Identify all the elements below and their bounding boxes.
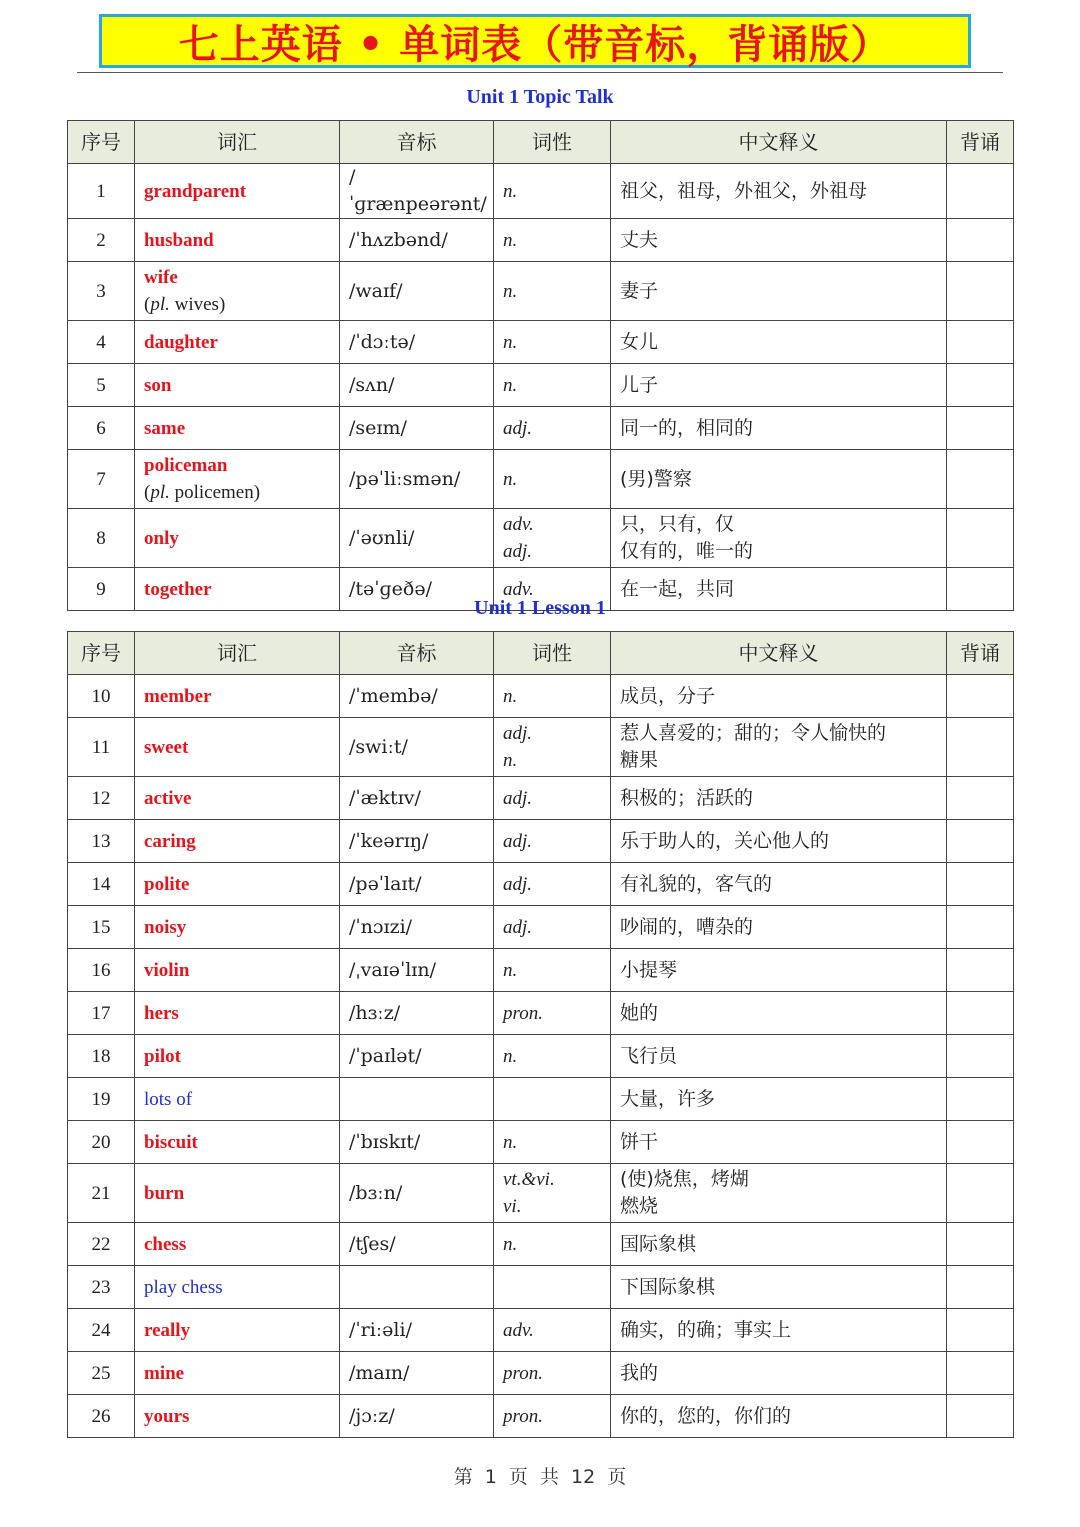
meaning-cell [611,164,947,219]
table-row [68,718,1014,777]
word-cell [135,1078,340,1121]
phonetic: /ˈkeərɪŋ/ [340,820,494,863]
table-row [68,164,1014,219]
chinese-meaning: 燃烧 [620,1195,659,1217]
recite-cell[interactable] [947,1395,1014,1438]
recite-cell[interactable] [947,949,1014,992]
recite-cell[interactable] [947,1352,1014,1395]
row-number: 18 [68,1035,135,1078]
chinese-meaning: 在一起，共同 [620,577,735,600]
chinese-meaning: 飞行员 [620,1044,678,1067]
part-of-speech: pron. [503,1002,543,1024]
chinese-meaning: 积极的；活跃的 [620,786,754,809]
word-cell [135,509,340,568]
meaning-cell [611,364,947,407]
phonetic: /sʌn/ [340,364,494,407]
meaning-cell [611,906,947,949]
part-of-speech: adj. [503,916,533,938]
word-cell [135,1352,340,1395]
phonetic: /ˈəʊnli/ [340,509,494,568]
part-of-speech-cell [494,262,611,321]
column-header-recite: 背诵 [947,121,1014,164]
chinese-meaning: 下国际象棋 [620,1275,716,1298]
word-cell [135,949,340,992]
table-row [68,949,1014,992]
part-of-speech: pron. [503,1362,543,1384]
row-number: 14 [68,863,135,906]
table-row [68,262,1014,321]
part-of-speech-cell [494,219,611,262]
vocab-word: husband [144,229,214,251]
part-of-speech-cell [494,509,611,568]
chinese-meaning: 糖果 [620,749,659,771]
recite-cell[interactable] [947,777,1014,820]
recite-cell[interactable] [947,1164,1014,1223]
row-number: 10 [68,675,135,718]
recite-cell[interactable] [947,321,1014,364]
phonetic: /təˈɡeðə/ [340,568,494,611]
part-of-speech: adj. [503,417,533,439]
phonetic: /ˈbɪskɪt/ [340,1121,494,1164]
recite-cell[interactable] [947,1078,1014,1121]
column-header-number: 序号 [68,121,135,164]
chinese-meaning: 她的 [620,1001,659,1024]
recite-cell[interactable] [947,906,1014,949]
meaning-cell [611,1309,947,1352]
vocab-word: son [144,374,172,396]
chinese-meaning: 国际象棋 [620,1232,697,1255]
recite-cell[interactable] [947,364,1014,407]
chinese-meaning: (使)烧焦，烤煳 [620,1168,749,1190]
meaning-cell [611,1266,947,1309]
phonetic: /ˈɡrænpeərənt/ [340,164,494,219]
phonetic: /ˈdɔːtə/ [340,321,494,364]
chinese-meaning: 丈夫 [620,228,659,251]
phonetic: /ˈmembə/ [340,675,494,718]
word-cell [135,820,340,863]
vocab-word: hers [144,1002,179,1024]
recite-cell[interactable] [947,219,1014,262]
row-number: 2 [68,219,135,262]
vocab-word: grandparent [144,180,247,202]
part-of-speech: n. [503,331,518,353]
part-of-speech: adj. [503,830,533,852]
part-of-speech: n. [503,280,518,302]
part-of-speech-cell [494,675,611,718]
recite-cell[interactable] [947,509,1014,568]
table-row [68,1266,1014,1309]
row-number: 22 [68,1223,135,1266]
table-row [68,509,1014,568]
table-header-row [68,121,1014,164]
word-cell [135,906,340,949]
part-of-speech-cell [494,364,611,407]
plural-word: policemen [174,482,254,503]
word-cell [135,718,340,777]
phonetic [340,1266,494,1309]
word-cell [135,992,340,1035]
vocab-word: chess [144,1233,187,1255]
row-number: 13 [68,820,135,863]
vocab-word: polite [144,873,190,895]
word-cell [135,1309,340,1352]
table-row [68,777,1014,820]
row-number: 20 [68,1121,135,1164]
recite-cell[interactable] [947,718,1014,777]
meaning-cell [611,1352,947,1395]
recite-cell[interactable] [947,262,1014,321]
plural-label: pl. [150,482,170,503]
vocab-table-topic-talk [67,120,1014,611]
chinese-meaning: 成员，分子 [620,684,716,707]
vocab-word: biscuit [144,1131,198,1153]
meaning-cell [611,321,947,364]
column-header-part-of-speech: 词性 [494,121,611,164]
chinese-meaning: 大量，许多 [620,1087,716,1110]
part-of-speech-cell [494,992,611,1035]
chinese-meaning: 儿子 [620,373,659,396]
table-row [68,321,1014,364]
table-row [68,407,1014,450]
table-row [68,1352,1014,1395]
vocab-word: pilot [144,1045,181,1067]
word-cell [135,777,340,820]
phonetic: /ˈæktɪv/ [340,777,494,820]
word-cell [135,863,340,906]
part-of-speech: n. [503,374,518,396]
chinese-meaning: 吵闹的，嘈杂的 [620,915,754,938]
table-row [68,364,1014,407]
vocab-word: really [144,1319,191,1341]
row-number: 11 [68,718,135,777]
row-number: 23 [68,1266,135,1309]
meaning-cell [611,262,947,321]
row-number: 5 [68,364,135,407]
plural-label: pl. [150,294,170,315]
part-of-speech: adv. [503,514,534,535]
part-of-speech-cell [494,1121,611,1164]
row-number: 26 [68,1395,135,1438]
vocab-word: yours [144,1405,190,1427]
phonetic: /jɔːz/ [340,1395,494,1438]
chinese-meaning: 饼干 [620,1130,659,1153]
row-number: 25 [68,1352,135,1395]
table-row [68,1078,1014,1121]
part-of-speech: adj. [503,787,533,809]
recite-cell[interactable] [947,407,1014,450]
part-of-speech: n. [503,1131,518,1153]
part-of-speech: n. [503,468,518,490]
table-row [68,1164,1014,1223]
recite-cell[interactable] [947,1035,1014,1078]
row-number: 16 [68,949,135,992]
row-number: 3 [68,262,135,321]
meaning-cell [611,1223,947,1266]
row-number: 4 [68,321,135,364]
word-cell [135,164,340,219]
row-number: 7 [68,450,135,509]
meaning-cell [611,992,947,1035]
meaning-cell [611,1078,947,1121]
page-title: 七上英语 • 单词表（带音标，背诵版） [178,21,892,68]
part-of-speech: n. [503,1233,518,1255]
part-of-speech: vt.&vi. [503,1169,555,1190]
table-row [68,219,1014,262]
table-body [68,675,1014,1438]
word-cell [135,450,340,509]
word-cell [135,262,340,321]
phonetic: /maɪn/ [340,1352,494,1395]
part-of-speech: adj. [503,873,533,895]
phonetic: /ˈpaɪlət/ [340,1035,494,1078]
row-number: 9 [68,568,135,611]
phonetic [340,1078,494,1121]
table-row [68,1395,1014,1438]
phonetic: /waɪf/ [340,262,494,321]
part-of-speech-cell [494,718,611,777]
table-row [68,1121,1014,1164]
plural-form: (pl. wives) [144,294,226,315]
table-row [68,1035,1014,1078]
part-of-speech-cell [494,863,611,906]
meaning-cell [611,1164,947,1223]
column-header-phonetic: 音标 [340,121,494,164]
chinese-meaning: 你的，您的，你们的 [620,1404,792,1427]
meaning-cell [611,820,947,863]
part-of-speech-cell [494,450,611,509]
chinese-meaning: 小提琴 [620,958,678,981]
vocab-word: sweet [144,736,189,758]
recite-cell[interactable] [947,992,1014,1035]
row-number: 21 [68,1164,135,1223]
part-of-speech-cell [494,1266,611,1309]
recite-cell[interactable] [947,820,1014,863]
plural-word: wives [174,294,219,315]
row-number: 24 [68,1309,135,1352]
part-of-speech-cell [494,906,611,949]
section-heading-topic-talk: Unit 1 Topic Talk [466,86,614,108]
part-of-speech: pron. [503,1405,543,1427]
chinese-meaning: 祖父，祖母，外祖父，外祖母 [620,179,868,202]
phonetic: /seɪm/ [340,407,494,450]
phonetic: /swiːt/ [340,718,494,777]
part-of-speech-cell [494,1223,611,1266]
vocab-word: wife [144,267,178,288]
vocab-word: caring [144,830,196,852]
part-of-speech-cell [494,1352,611,1395]
column-header-meaning: 中文释义 [611,121,947,164]
vocab-word: violin [144,959,190,981]
table-body [68,164,1014,611]
word-cell [135,1164,340,1223]
part-of-speech: n. [503,1045,518,1067]
table-row [68,820,1014,863]
table-row [68,906,1014,949]
table-row [68,863,1014,906]
row-number: 15 [68,906,135,949]
chinese-meaning: (男)警察 [620,467,692,490]
phonetic: /pəˈliːsmən/ [340,450,494,509]
column-header-recite: 背诵 [947,632,1014,675]
chinese-meaning: 我的 [620,1361,659,1384]
phonetic: /ˌvaɪəˈlɪn/ [340,949,494,992]
column-header-word: 词汇 [135,632,340,675]
column-header-number: 序号 [68,632,135,675]
title-divider [77,72,1003,73]
recite-cell[interactable] [947,1309,1014,1352]
table-row [68,1309,1014,1352]
part-of-speech: adj. [503,541,533,562]
row-number: 17 [68,992,135,1035]
word-cell [135,1223,340,1266]
part-of-speech-cell [494,407,611,450]
meaning-cell [611,718,947,777]
part-of-speech: adv. [503,578,534,600]
word-cell [135,407,340,450]
part-of-speech-cell [494,1395,611,1438]
meaning-cell [611,407,947,450]
part-of-speech-cell [494,820,611,863]
part-of-speech-cell [494,1164,611,1223]
chinese-meaning: 仅有的，唯一的 [620,540,754,562]
part-of-speech: adv. [503,1319,534,1341]
part-of-speech-cell [494,1078,611,1121]
word-cell [135,364,340,407]
part-of-speech-cell [494,777,611,820]
recite-cell[interactable] [947,1121,1014,1164]
phonetic: /tʃes/ [340,1223,494,1266]
row-number: 6 [68,407,135,450]
phonetic: /hɜːz/ [340,992,494,1035]
word-cell [135,1266,340,1309]
word-cell [135,1395,340,1438]
meaning-cell [611,777,947,820]
column-header-part-of-speech: 词性 [494,632,611,675]
section-heading-lesson-1: Unit 1 Lesson 1 [474,597,606,619]
recite-cell[interactable] [947,1223,1014,1266]
part-of-speech-cell [494,321,611,364]
table-row [68,450,1014,509]
phonetic: /ˈriːəli/ [340,1309,494,1352]
column-header-meaning: 中文释义 [611,632,947,675]
meaning-cell [611,219,947,262]
word-cell [135,675,340,718]
meaning-cell [611,949,947,992]
chinese-meaning: 妻子 [620,279,659,302]
chinese-meaning: 只，只有，仅 [620,513,735,535]
vocab-word: only [144,527,179,549]
plural-form: (pl. policemen) [144,482,261,503]
vocab-word: play chess [144,1276,223,1298]
phonetic: /ˈhʌzbənd/ [340,219,494,262]
part-of-speech: n. [503,180,518,202]
meaning-cell [611,863,947,906]
part-of-speech: n. [503,229,518,251]
part-of-speech: n. [503,685,518,707]
part-of-speech-cell [494,1309,611,1352]
vocab-word: mine [144,1362,185,1384]
vocab-word: same [144,417,186,439]
phonetic: /ˈnɔɪzi/ [340,906,494,949]
column-header-phonetic: 音标 [340,632,494,675]
recite-cell[interactable] [947,164,1014,219]
part-of-speech-cell [494,949,611,992]
row-number: 1 [68,164,135,219]
recite-cell[interactable] [947,450,1014,509]
part-of-speech-cell [494,1035,611,1078]
column-header-word: 词汇 [135,121,340,164]
chinese-meaning: 乐于助人的，关心他人的 [620,829,830,852]
table-row [68,1223,1014,1266]
chinese-meaning: 惹人喜爱的；甜的；令人愉快的 [620,722,887,744]
row-number: 12 [68,777,135,820]
word-cell [135,1035,340,1078]
vocab-word: noisy [144,916,187,938]
chinese-meaning: 女儿 [620,330,659,353]
vocab-word: policeman [144,455,228,476]
meaning-cell [611,1121,947,1164]
chinese-meaning: 有礼貌的，客气的 [620,872,773,895]
word-cell [135,1121,340,1164]
page-number: 第 1 页 共 12 页 [453,1466,627,1488]
row-number: 8 [68,509,135,568]
table-row [68,992,1014,1035]
table-row [68,675,1014,718]
phonetic: /pəˈlaɪt/ [340,863,494,906]
recite-cell[interactable] [947,1266,1014,1309]
part-of-speech: n. [503,959,518,981]
page-title-banner [99,14,971,68]
vocab-word: together [144,578,212,600]
word-cell [135,321,340,364]
meaning-cell [611,675,947,718]
phonetic: /bɜːn/ [340,1164,494,1223]
vocab-word: active [144,787,192,809]
recite-cell[interactable] [947,863,1014,906]
table-header-row [68,632,1014,675]
recite-cell[interactable] [947,675,1014,718]
vocab-word: burn [144,1182,185,1204]
meaning-cell [611,450,947,509]
vocab-word: daughter [144,331,218,353]
vocab-word: member [144,685,212,707]
vocab-table-lesson-1 [67,631,1014,1438]
meaning-cell [611,1035,947,1078]
part-of-speech: adj. [503,723,533,744]
part-of-speech: n. [503,750,518,771]
part-of-speech-cell [494,164,611,219]
chinese-meaning: 确实，的确；事实上 [620,1318,792,1341]
word-cell [135,219,340,262]
part-of-speech: vi. [503,1196,522,1217]
meaning-cell [611,1395,947,1438]
meaning-cell [611,509,947,568]
chinese-meaning: 同一的，相同的 [620,416,754,439]
row-number: 19 [68,1078,135,1121]
vocab-word: lots of [144,1088,193,1110]
